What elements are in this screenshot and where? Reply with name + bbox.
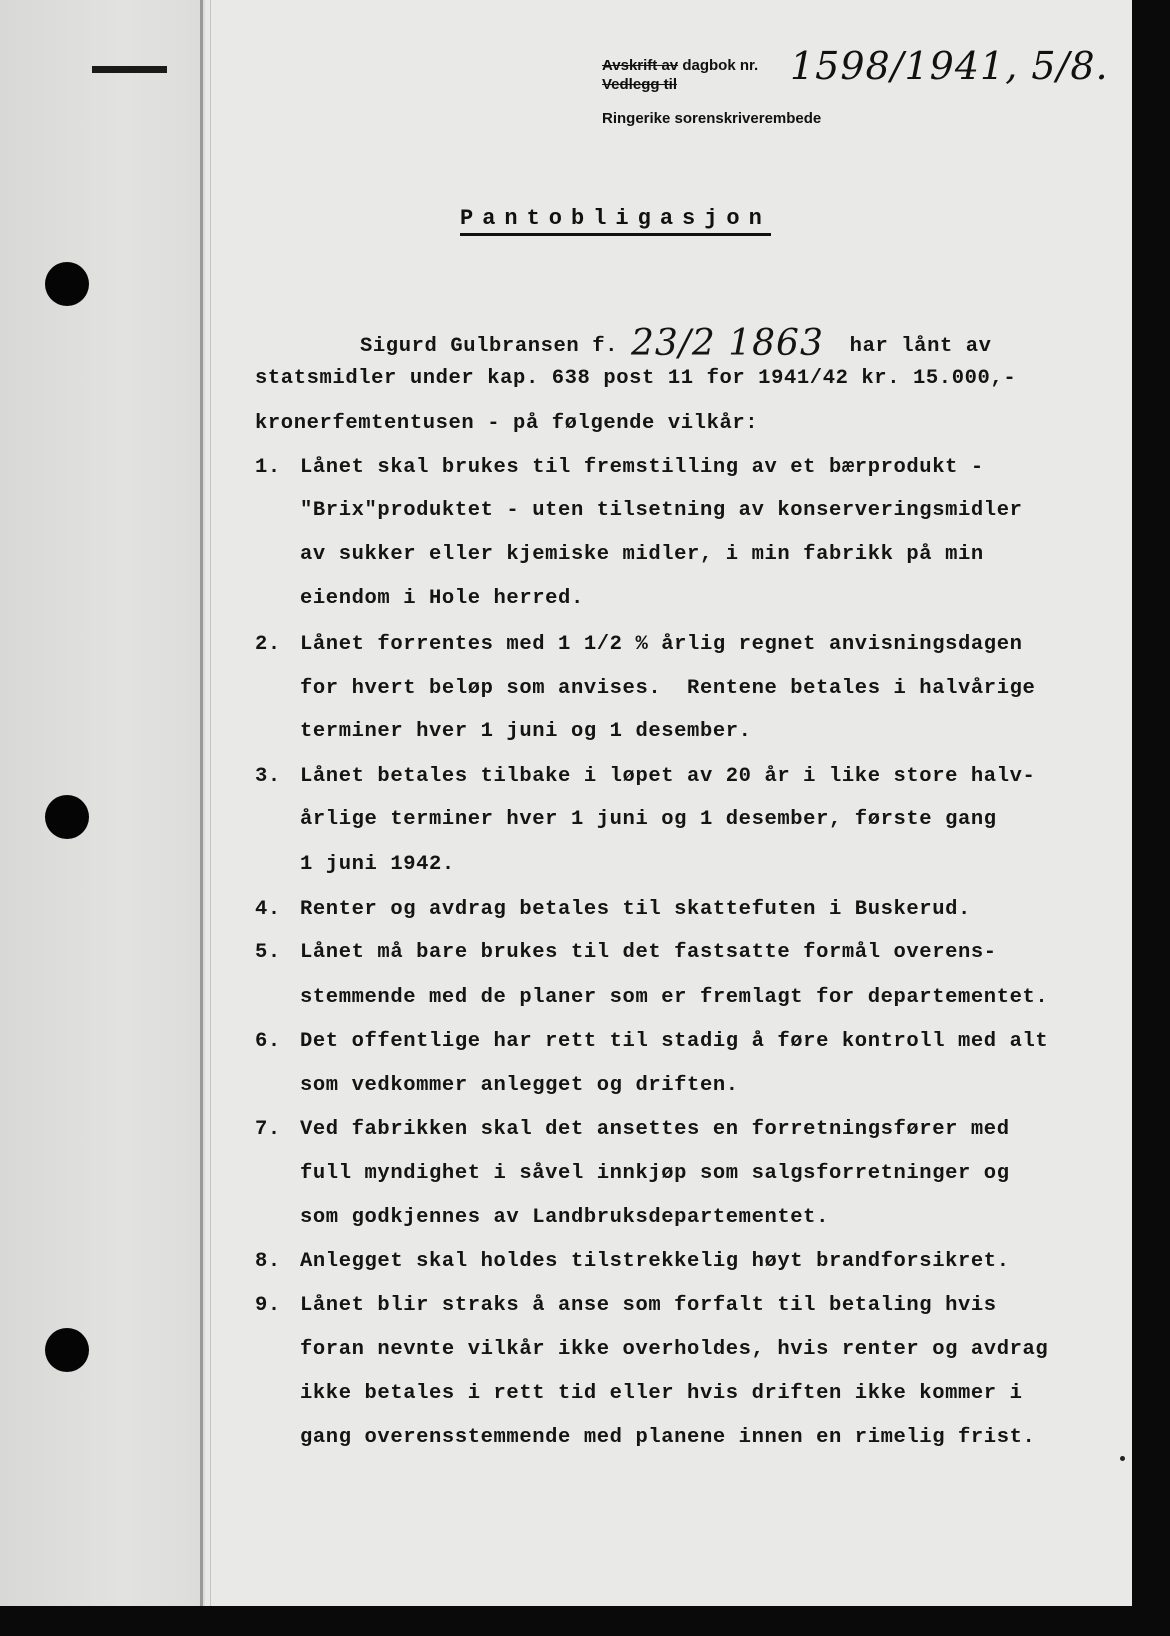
text-line: [300, 543, 984, 566]
stamp-line-1: Avskrift av: [602, 57, 679, 74]
scan-border-bottom: [0, 1606, 1170, 1636]
text-line: [300, 677, 1035, 700]
stamp-handwritten-number: 1598/1941, 5/8.: [790, 44, 1109, 88]
line-text-continued: har lånt av: [823, 335, 992, 358]
document-title: Pantobligasjon: [460, 206, 771, 236]
text-line: [300, 1206, 829, 1229]
text-line: [255, 765, 1035, 788]
line-text: Lånet må bare brukes til det fastsatte formål overens-: [300, 941, 997, 964]
item-number: 9.: [255, 1294, 281, 1317]
line-text: Lånet skal brukes til fremstilling av et bærprodukt -: [300, 456, 984, 479]
punch-hole-middle: [45, 795, 89, 839]
text-line: [255, 1118, 1010, 1141]
text-line: [255, 898, 971, 921]
line-text: som godkjennes av Landbruksdepartementet.: [300, 1206, 829, 1229]
line-text: Lånet forrentes med 1 1/2 % årlig regnet anvisningsdagen: [300, 633, 1023, 656]
handwritten-birthdate: 23/2 1863: [630, 323, 824, 364]
item-number: 3.: [255, 765, 281, 788]
line-text: Renter og avdrag betales til skattefuten i Buskerud.: [300, 898, 971, 921]
text-line: [255, 456, 984, 479]
text-line: [300, 720, 752, 743]
archive-stamp: [602, 56, 758, 94]
line-text: Lånet blir straks å anse som forfalt til betaling hvis: [300, 1294, 997, 1317]
line-text: Ved fabrikken skal det ansettes en forretningsfører med: [300, 1118, 1010, 1141]
item-number: 2.: [255, 633, 281, 656]
text-line: [255, 941, 997, 964]
line-text: 1 juni 1942.: [300, 853, 455, 876]
item-number: 5.: [255, 941, 281, 964]
text-line: [255, 367, 1016, 390]
text-line: [300, 499, 1023, 522]
text-line: [255, 412, 758, 435]
item-number: 1.: [255, 456, 281, 479]
item-number: 7.: [255, 1118, 281, 1141]
line-text: Lånet betales tilbake i løpet av 20 år i like store halv-: [300, 765, 1036, 788]
text-line: [300, 1426, 1035, 1449]
text-line: [300, 986, 1048, 1009]
text-line: [300, 1382, 1023, 1405]
stamp-office: Ringerike sorenskriverembede: [602, 110, 822, 127]
line-text: Det offentlige har rett til stadig å føre kontroll med alt: [300, 1030, 1049, 1053]
binding-margin: [0, 0, 205, 1636]
line-text: "Brix"produktet - uten tilsetning av konserveringsmidler: [300, 499, 1023, 522]
stamp-line-2: Vedlegg til: [602, 76, 678, 93]
line-text: Anlegget skal holdes tilstrekkelig høyt brandforsikret.: [300, 1250, 1010, 1273]
fold-line-secondary: [210, 0, 211, 1636]
line-text: kronerfemtentusen - på følgende vilkår:: [255, 412, 759, 435]
text-line: [255, 633, 1023, 656]
line-text: stemmende med de planer som er fremlagt for departementet.: [300, 986, 1049, 1009]
text-line: [300, 1338, 1048, 1361]
margin-dash-mark: [92, 66, 167, 73]
line-text: gang overensstemmende med planene innen en rimelig frist.: [300, 1426, 1036, 1449]
ink-speck: [1120, 1456, 1125, 1461]
punch-hole-top: [45, 262, 89, 306]
item-number: 8.: [255, 1250, 281, 1273]
text-line: [300, 853, 455, 876]
line-text: for hvert beløp som anvises. Rentene betales i halvårige: [300, 677, 1036, 700]
fold-line: [200, 0, 203, 1636]
text-line: [300, 1162, 1010, 1185]
line-text: full myndighet i såvel innkjøp som salgsforretninger og: [300, 1162, 1010, 1185]
text-line: [360, 323, 992, 364]
text-line: [300, 587, 584, 610]
text-line: [300, 1074, 739, 1097]
text-line: [255, 1250, 1010, 1273]
line-text: Sigurd Gulbransen f.: [360, 335, 631, 358]
text-line: [255, 1294, 997, 1317]
item-number: 6.: [255, 1030, 281, 1053]
line-text: statsmidler under kap. 638 post 11 for 1941/42 kr. 15.000,-: [255, 367, 1017, 390]
item-number: 4.: [255, 898, 281, 921]
text-line: [255, 1030, 1048, 1053]
line-text: av sukker eller kjemiske midler, i min fabrikk på min: [300, 543, 984, 566]
line-text: eiendom i Hole herred.: [300, 587, 584, 610]
text-line: [300, 808, 997, 831]
line-text: foran nevnte vilkår ikke overholdes, hvis renter og avdrag: [300, 1338, 1049, 1361]
punch-hole-bottom: [45, 1328, 89, 1372]
line-text: ikke betales i rett tid eller hvis driften ikke kommer i: [300, 1382, 1023, 1405]
line-text: årlige terminer hver 1 juni og 1 desember, første gang: [300, 808, 997, 831]
line-text: som vedkommer anlegget og driften.: [300, 1074, 739, 1097]
line-text: terminer hver 1 juni og 1 desember.: [300, 720, 752, 743]
stamp-line-1-suffix: dagbok nr.: [682, 57, 759, 74]
scan-border-right: [1132, 0, 1170, 1636]
